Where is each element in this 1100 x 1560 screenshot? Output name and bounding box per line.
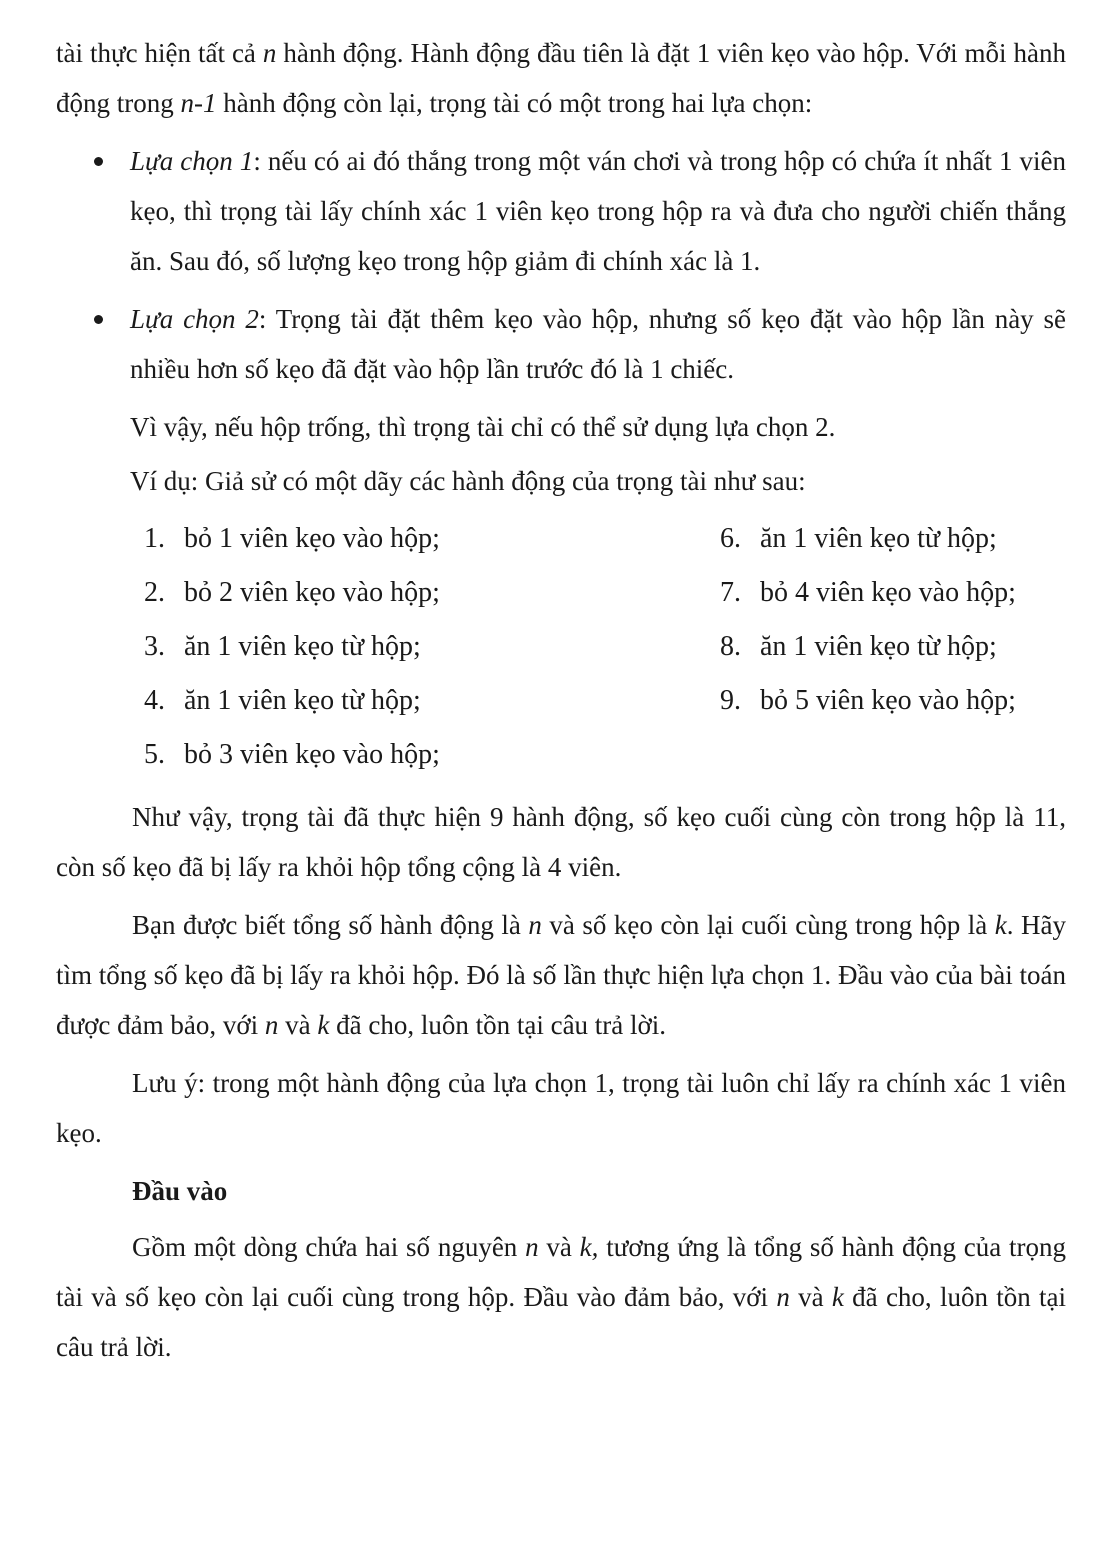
action-text: ăn 1 viên kẹo từ hộp; bbox=[184, 631, 421, 662]
task-text: Bạn được biết tổng số hành động là bbox=[132, 910, 529, 940]
option-label: Lựa chọn 1 bbox=[130, 146, 254, 176]
input-heading: Đầu vào bbox=[132, 1176, 228, 1206]
option-text: : Trọng tài đặt thêm kẹo vào hộp, nhưng số kẹo đặt vào hộp lần này sẽ nhiều hơn số kẹo đã đặt vào hộp lần trước đó là 1 chiếc. bbox=[130, 304, 1067, 384]
var-k: k bbox=[994, 910, 1007, 940]
action-number: 8. bbox=[720, 631, 741, 662]
input-text: và bbox=[538, 1232, 580, 1262]
var-n: n bbox=[528, 910, 542, 940]
action-number: 7. bbox=[720, 577, 741, 608]
example-actions-list bbox=[56, 512, 1066, 782]
var-k: k, bbox=[579, 1232, 599, 1262]
action-text: ăn 1 viên kẹo từ hộp; bbox=[184, 685, 421, 716]
var-n: n bbox=[264, 1010, 279, 1040]
example-action bbox=[720, 512, 1100, 566]
example-action bbox=[144, 566, 720, 620]
example-action bbox=[720, 620, 1100, 674]
action-text: ăn 1 viên kẹo từ hộp; bbox=[760, 523, 997, 554]
action-number: 9. bbox=[720, 685, 741, 716]
action-number: 6. bbox=[720, 523, 741, 554]
example-action bbox=[144, 728, 720, 782]
var-n-minus-1: n-1 bbox=[180, 88, 217, 118]
document-page bbox=[56, 0, 1066, 1372]
option-text: : nếu có ai đó thắng trong một ván chơi và trong hộp có chứa ít nhất 1 viên kẹo, thì trọng tài lấy chính xác 1 viên kẹo trong hộp ra và đưa cho người chiến thắng ăn. Sau đó, số lượng kẹo trong hộp giảm đi chính xác là 1. bbox=[130, 146, 1067, 276]
action-number: 1. bbox=[144, 523, 165, 554]
var-n: n bbox=[525, 1232, 539, 1262]
example-action bbox=[144, 674, 720, 728]
action-text: bỏ 4 viên kẹo vào hộp; bbox=[760, 577, 1016, 608]
action-number: 2. bbox=[144, 577, 165, 608]
input-text: đã cho, luôn tồn tại câu trả lời. bbox=[56, 1282, 1067, 1362]
example-action bbox=[144, 620, 720, 674]
example-action bbox=[720, 566, 1100, 620]
example-intro: Ví dụ: Giả sử có một dãy các hành động của trọng tài như sau: bbox=[130, 466, 806, 496]
options-list bbox=[56, 136, 1066, 394]
task-paragraph bbox=[56, 900, 1066, 1050]
action-text: bỏ 2 viên kẹo vào hộp; bbox=[184, 577, 440, 608]
action-number: 5. bbox=[144, 739, 165, 770]
task-text: đã cho, luôn tồn tại câu trả lời. bbox=[329, 1010, 667, 1040]
action-text: bỏ 3 viên kẹo vào hộp; bbox=[184, 739, 440, 770]
input-text: tương ứng là tổng số hành động của trọng tài và số kẹo còn lại cuối cùng trong hộp. Đầu vào đảm bảo, với bbox=[56, 1232, 1066, 1312]
option-item-2 bbox=[56, 294, 1066, 394]
option-label: Lựa chọn 2 bbox=[130, 304, 259, 334]
option-item-1 bbox=[56, 136, 1066, 286]
summary-paragraph: Như vậy, trọng tài đã thực hiện 9 hành động, số kẹo cuối cùng còn trong hộp là 11, còn số kẹo đã bị lấy ra khỏi hộp tổng cộng là 4 viên. bbox=[56, 802, 1066, 882]
intro-text-2: hành động. Hành động đầu tiên là đặt 1 viên kẹo vào hộp. Với mỗi hành động trong bbox=[56, 38, 1067, 118]
note-empty-box: Vì vậy, nếu hộp trống, thì trọng tài chỉ có thể sử dụng lựa chọn 2. bbox=[130, 412, 836, 442]
input-text: và bbox=[789, 1282, 832, 1312]
var-n: n bbox=[776, 1282, 790, 1312]
action-number: 3. bbox=[144, 631, 165, 662]
bullet-icon bbox=[94, 157, 103, 166]
action-text: bỏ 1 viên kẹo vào hộp; bbox=[184, 523, 440, 554]
var-n: n bbox=[262, 38, 277, 68]
action-number: 4. bbox=[144, 685, 165, 716]
input-text: Gồm một dòng chứa hai số nguyên bbox=[132, 1232, 526, 1262]
action-text: ăn 1 viên kẹo từ hộp; bbox=[760, 631, 997, 662]
intro-text-1: tài thực hiện tất cả bbox=[56, 38, 263, 68]
example-action bbox=[144, 512, 720, 566]
var-k: k bbox=[831, 1282, 844, 1312]
note-paragraph: Lưu ý: trong một hành động của lựa chọn 1, trọng tài luôn chỉ lấy ra chính xác 1 viên kẹo. bbox=[56, 1068, 1066, 1148]
bullet-icon bbox=[94, 315, 103, 324]
intro-paragraph bbox=[56, 28, 1066, 128]
var-k: k bbox=[317, 1010, 330, 1040]
example-action bbox=[720, 674, 1100, 728]
input-description bbox=[56, 1222, 1066, 1372]
intro-text-3: hành động còn lại, trọng tài có một trong hai lựa chọn: bbox=[216, 88, 813, 118]
task-text: và số kẹo còn lại cuối cùng trong hộp là bbox=[541, 910, 995, 940]
task-text: và bbox=[278, 1010, 318, 1040]
task-text: . Hãy tìm tổng số kẹo đã bị lấy ra khỏi hộp. Đó là số lần thực hiện lựa chọn 1. Đầu vào của bài toán được đảm bảo, với bbox=[56, 910, 1066, 1040]
action-text: bỏ 5 viên kẹo vào hộp; bbox=[760, 685, 1016, 716]
